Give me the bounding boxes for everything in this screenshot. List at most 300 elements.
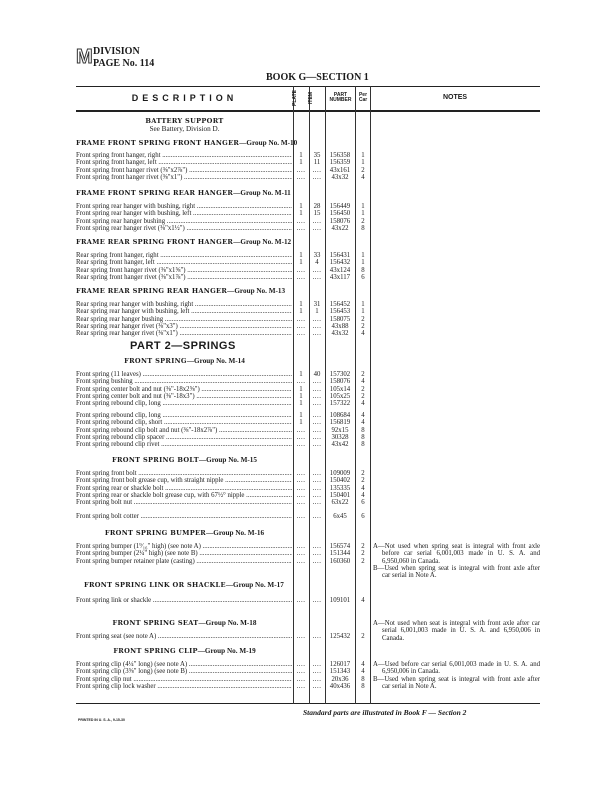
section-heading	[76, 357, 293, 365]
part-description: Front spring rear hanger with bushing, right .....	[76, 203, 292, 210]
plate-cell-empty: ....	[296, 322, 306, 330]
per-car-cell: 1	[361, 203, 365, 210]
division-label: DIVISION	[93, 46, 140, 57]
part-number-column-header: PART NUMBER	[329, 92, 352, 103]
part-description: Front spring front hanger rivet (⅜"x2⅞") .....	[76, 167, 292, 174]
plate-cell-empty: ....	[296, 597, 306, 604]
part-number-cell: 157302	[329, 371, 351, 378]
part-number-cell: 135335	[329, 484, 351, 492]
per-car-cell: 4	[361, 378, 365, 386]
group-number: —Group No. M-17	[225, 581, 284, 589]
part-description: Front spring center bolt and nut (⅜"-18x3") .....	[76, 393, 292, 400]
per-car-cell: 1	[361, 301, 365, 308]
item-cell-empty: ....	[312, 392, 322, 400]
part-number-cell: 156449	[329, 203, 351, 210]
item-column-header: ITEM	[308, 92, 314, 104]
plate-cell: 1	[299, 392, 303, 400]
part-number-cell: 43x161	[329, 166, 351, 174]
plate-cell: 1	[299, 259, 303, 267]
item-cell: 33	[313, 252, 321, 259]
part-number-cell: 156359	[329, 159, 351, 167]
per-car-cell: 1	[361, 308, 365, 316]
plate-cell: 1	[299, 308, 303, 316]
section-heading	[76, 189, 291, 197]
per-car-cell: 6	[361, 499, 365, 507]
group-number: —Group No. M-18	[198, 619, 257, 627]
part-description: Front spring center bolt and nut (⅜"-18x2⅝") .....	[76, 386, 292, 393]
item-cell-empty: ....	[312, 543, 322, 550]
table-row	[76, 152, 370, 159]
table-row	[76, 323, 370, 330]
part-number-cell: 125432	[329, 633, 351, 640]
section-title: BATTERY SUPPORT	[145, 117, 224, 125]
notes-block	[373, 661, 540, 690]
plate-cell-empty: ....	[296, 266, 306, 274]
table-row	[76, 330, 370, 337]
part-number-cell: 151343	[329, 668, 351, 676]
section-heading	[76, 647, 293, 655]
part-description: Front spring rear hanger bushing .....	[76, 218, 292, 225]
table-row	[76, 597, 370, 604]
note-text: B—Used when spring seat is integral with front axle after car serial in Note A.	[373, 564, 540, 580]
part-number-cell: 158075	[329, 315, 351, 323]
item-cell-empty: ....	[312, 682, 322, 690]
item-cell: 35	[313, 152, 321, 159]
part-number-cell: 63x22	[331, 499, 349, 507]
notes-column-header: NOTES	[442, 94, 468, 101]
division-logo: M	[76, 46, 92, 68]
table-row	[76, 633, 370, 640]
item-cell-empty: ....	[312, 166, 322, 174]
note-text: B—Used when spring seat is integral with front axle after car serial in Note A.	[373, 675, 540, 690]
plate-cell-empty: ....	[296, 491, 306, 499]
table-row	[76, 252, 370, 259]
header-top-rule	[76, 86, 540, 87]
per-car-cell: 1	[361, 152, 365, 159]
header-bottom-rule	[76, 110, 540, 112]
table-row	[76, 550, 370, 557]
table-bottom-rule	[76, 703, 540, 704]
group-number: —Group No. M-11	[233, 189, 291, 197]
table-row	[76, 485, 370, 492]
notes-block	[373, 620, 540, 642]
plate-cell-empty: ....	[296, 426, 306, 434]
plate-cell: 1	[299, 152, 303, 159]
section-title: FRONT SPRING LINK OR SHACKLE	[84, 581, 226, 589]
part-description: Rear spring front hanger, right .....	[76, 252, 292, 259]
part-number-cell: 43x42	[331, 441, 349, 449]
part-description: Front spring (11 leaves) .....	[76, 371, 292, 378]
part-number-cell: 157322	[329, 400, 351, 408]
per-car-column-header: Per Car	[358, 92, 368, 103]
part-description: Rear spring front hanger rivet (⅜"x1⅞") .....	[76, 274, 292, 281]
part-number-cell: 92x15	[331, 426, 349, 434]
per-car-cell: 2	[361, 166, 365, 174]
per-car-cell: 2	[361, 392, 365, 400]
part-description: Front spring seat (see note A) .....	[76, 633, 292, 640]
part-description: Front spring front bolt grease cup, with straight nipple .....	[76, 477, 292, 484]
part-description: Rear spring front hanger rivet (⅜"x1⅝") .....	[76, 267, 292, 274]
part-number-cell: 109009	[329, 470, 351, 477]
part-number-cell: 151344	[329, 550, 351, 558]
item-cell: 1	[315, 308, 319, 316]
per-car-cell: 6	[361, 513, 365, 520]
part-description: Front spring front hanger rivet (⅜"x1") .....	[76, 174, 292, 181]
plate-cell: 1	[299, 159, 303, 167]
part-number-cell: 150401	[329, 491, 351, 499]
part-description: Front spring rebound clip bolt and nut (⅜"-18x2⅞") .....	[76, 427, 292, 434]
per-car-cell: 2	[361, 557, 365, 565]
part-description: Front spring bumper retainer plate (casting) .....	[76, 558, 292, 565]
plate-cell-empty: ....	[296, 433, 306, 441]
part-description: Rear spring rear hanger with bushing, left .....	[76, 308, 292, 315]
note-text: A—Not used when seat is integral with front axle after car serial 6,001,003 made in U. S. A. and 6,950,006 in Canada.	[373, 620, 540, 642]
plate-cell: 1	[299, 301, 303, 308]
part-description: Front spring clip lock washer .....	[76, 683, 292, 690]
section-title: FRONT SPRING CLIP	[113, 647, 198, 655]
plate-cell-empty: ....	[296, 675, 306, 683]
part-description: Front spring rear hanger with bushing, left .....	[76, 210, 292, 217]
plate-column-header: PLATE	[292, 89, 298, 107]
item-cell-empty: ....	[312, 557, 322, 565]
per-car-cell: 4	[361, 661, 365, 668]
per-car-cell: 8	[361, 441, 365, 449]
table-row	[76, 167, 370, 174]
item-cell-empty: ....	[312, 491, 322, 499]
item-cell: 28	[313, 203, 321, 210]
part-number-cell: 160360	[329, 557, 351, 565]
part-number-cell: 156431	[329, 252, 351, 259]
per-car-cell: 2	[361, 322, 365, 330]
part-description: Front spring clip (4¼" long) (see note A) .....	[76, 661, 292, 668]
per-car-cell: 2	[361, 470, 365, 477]
per-car-cell: 1	[361, 159, 365, 167]
part-number-cell: 158076	[329, 378, 351, 386]
part-number-cell: 20x36	[331, 675, 349, 683]
item-cell-empty: ....	[312, 273, 322, 281]
per-car-cell: 2	[361, 385, 365, 393]
plate-cell-empty: ....	[296, 484, 306, 492]
item-cell-empty: ....	[312, 477, 322, 485]
table-row	[76, 225, 370, 232]
table-row	[76, 267, 370, 274]
item-cell-empty: ....	[312, 412, 322, 419]
plate-cell-empty: ....	[296, 470, 306, 477]
item-cell-empty: ....	[312, 668, 322, 676]
part-number-cell: 43x32	[331, 173, 349, 181]
part-number-cell: 43x117	[329, 273, 351, 281]
part-description: Front spring clip (3⅝" long) (see note B) .....	[76, 668, 292, 675]
part-description: Front spring rebound clip spacer .....	[76, 434, 292, 441]
group-number: —Group No. M-19	[197, 647, 256, 655]
per-car-cell: 6	[361, 273, 365, 281]
item-cell-empty: ....	[312, 597, 322, 604]
plate-cell-empty: ....	[296, 273, 306, 281]
section-title: FRAME REAR SPRING FRONT HANGER	[76, 238, 234, 246]
part-description: Rear spring rear hanger rivet (⅜"x3") .....	[76, 323, 292, 330]
table-row	[76, 427, 370, 434]
plate-cell-empty: ....	[296, 477, 306, 485]
part-description: Front spring front hanger, right .....	[76, 152, 292, 159]
per-car-cell: 8	[361, 675, 365, 683]
plate-cell-empty: ....	[296, 661, 306, 668]
part-number-cell: 126017	[329, 661, 351, 668]
part-number-cell: 156453	[329, 308, 351, 316]
section-title: FRAME REAR SPRING REAR HANGER	[76, 287, 228, 295]
part-description: Rear spring rear hanger rivet (⅜"x1") .....	[76, 330, 292, 337]
part-description: Front spring link or shackle .....	[76, 597, 292, 604]
plate-cell: 1	[299, 252, 303, 259]
part-description: Front spring bushing .....	[76, 378, 292, 385]
section-subtitle: See Battery, Division D.	[149, 125, 220, 133]
plate-cell-empty: ....	[296, 513, 306, 520]
plate-cell-empty: ....	[296, 224, 306, 232]
part-number-cell: 43x124	[329, 266, 351, 274]
section-heading	[76, 287, 285, 295]
item-cell-empty: ....	[312, 217, 322, 225]
table-row	[76, 434, 370, 441]
section-title: FRONT SPRING SEAT	[112, 619, 199, 627]
item-cell-empty: ....	[312, 224, 322, 232]
plate-cell-empty: ....	[296, 441, 306, 449]
per-car-cell: 2	[361, 550, 365, 558]
table-row	[76, 558, 370, 565]
section-title: FRAME FRONT SPRING REAR HANGER	[76, 189, 234, 197]
section-heading	[76, 238, 291, 246]
table-row	[76, 499, 370, 506]
printed-date: PRINTED IN U. S. A., 9-15-30	[78, 718, 125, 722]
item-cell-empty: ....	[312, 499, 322, 507]
table-row	[76, 470, 370, 477]
plate-cell-empty: ....	[296, 668, 306, 676]
part-number-cell: 105x25	[329, 392, 351, 400]
part-description: Rear spring rear hanger bushing .....	[76, 316, 292, 323]
plate-cell-empty: ....	[296, 173, 306, 181]
part-number-cell: 156574	[329, 543, 351, 550]
part-title: PART 2—SPRINGS	[130, 340, 236, 352]
item-cell-empty: ....	[312, 433, 322, 441]
per-car-cell: 8	[361, 224, 365, 232]
table-row	[76, 676, 370, 683]
part-description: Front spring clip nut .....	[76, 676, 292, 683]
part-number-cell: 43x32	[331, 330, 349, 338]
item-cell-empty: ....	[312, 675, 322, 683]
plate-cell-empty: ....	[296, 315, 306, 323]
per-car-cell: 4	[361, 491, 365, 499]
item-cell-empty: ....	[312, 633, 322, 640]
item-cell: 40	[313, 371, 321, 378]
per-car-cell: 4	[361, 412, 365, 419]
per-car-cell: 8	[361, 266, 365, 274]
per-car-cell: 4	[361, 330, 365, 338]
description-column-header: DESCRIPTION	[131, 93, 238, 103]
table-row	[76, 477, 370, 484]
plate-cell: 1	[299, 371, 303, 378]
plate-cell: 1	[299, 203, 303, 210]
plate-cell-empty: ....	[296, 682, 306, 690]
table-row	[76, 668, 370, 675]
table-row	[76, 412, 370, 419]
item-cell-empty: ....	[312, 513, 322, 520]
table-row	[76, 174, 370, 181]
item-cell-empty: ....	[312, 550, 322, 558]
per-car-cell: 4	[361, 597, 365, 604]
table-row	[76, 513, 370, 520]
plate-cell: 1	[299, 412, 303, 419]
plate-cell: 1	[299, 385, 303, 393]
item-cell-empty: ....	[312, 441, 322, 449]
section-title: FRONT SPRING	[124, 357, 187, 365]
section-title: FRONT SPRING BOLT	[112, 456, 199, 464]
section-heading	[76, 139, 297, 147]
item-cell: 31	[313, 301, 321, 308]
per-car-cell: 8	[361, 426, 365, 434]
group-number: —Group No. M-15	[198, 456, 257, 464]
plate-cell-empty: ....	[296, 499, 306, 507]
table-row	[76, 393, 370, 400]
part-number-cell: 108684	[329, 412, 351, 419]
section-heading	[84, 581, 284, 589]
item-cell-empty: ....	[312, 173, 322, 181]
book-section: BOOK G—SECTION 1	[266, 72, 369, 83]
table-row	[76, 371, 370, 378]
note-text: A—Not used when spring seat is integral with front axle before car serial 6,001,003 made in U. S. A. and 6,950,060 in Canada.	[373, 543, 540, 565]
table-row	[76, 661, 370, 668]
table-row	[76, 683, 370, 690]
plate-cell-empty: ....	[296, 378, 306, 386]
table-row	[76, 400, 370, 407]
per-car-cell: 8	[361, 682, 365, 690]
part-description: Front spring rear hanger rivet (⅜"x1½") .....	[76, 225, 292, 232]
note-text: A—Used before car serial 6,001,003 made in U. S. A. and 6,950,006 in Canada.	[373, 661, 540, 676]
table-row	[76, 203, 370, 210]
section-title: FRAME FRONT SPRING FRONT HANGER	[76, 139, 240, 147]
part-number-cell: 30328	[331, 433, 349, 441]
part-number-cell: 156358	[329, 152, 351, 159]
table-row	[76, 274, 370, 281]
item-cell-empty: ....	[312, 266, 322, 274]
group-number: —Group No. M-14	[186, 357, 245, 365]
per-car-cell: 1	[361, 252, 365, 259]
plate-cell-empty: ....	[296, 543, 306, 550]
part-number-cell: 43x88	[331, 322, 349, 330]
part-number-cell: 6x45	[333, 513, 347, 520]
standard-parts-footer: Standard parts are illustrated in Book F — Section 2	[303, 708, 467, 717]
notes-block	[373, 543, 540, 579]
per-car-cell: 4	[361, 400, 365, 408]
group-number: —Group No. M-10	[239, 139, 298, 147]
per-car-cell: 2	[361, 477, 365, 485]
item-cell-empty: ....	[312, 385, 322, 393]
plate-cell: 1	[299, 210, 303, 218]
per-car-cell: 1	[361, 259, 365, 267]
per-car-cell: 4	[361, 484, 365, 492]
section-heading	[76, 619, 293, 627]
column-divider	[370, 86, 371, 704]
part-description: Front spring bumper (1⁹⁄₁₆" high) (see note A) .....	[76, 543, 292, 550]
part-description: Front spring rebound clip, short .....	[76, 419, 292, 426]
item-cell-empty: ....	[312, 330, 322, 338]
item-cell-empty: ....	[312, 426, 322, 434]
plate-cell-empty: ....	[296, 166, 306, 174]
per-car-cell: 4	[361, 173, 365, 181]
table-row	[76, 301, 370, 308]
item-cell-empty: ....	[312, 378, 322, 386]
part-description: Front spring front hanger, left .....	[76, 159, 292, 166]
plate-cell-empty: ....	[296, 633, 306, 640]
per-car-cell: 2	[361, 543, 365, 550]
part-description: Front spring rear or shackle bolt .....	[76, 485, 292, 492]
part-description: Front spring front bolt .....	[76, 470, 292, 477]
section-heading	[76, 456, 293, 464]
plate-cell-empty: ....	[296, 330, 306, 338]
table-row	[76, 378, 370, 385]
group-number: —Group No. M-12	[233, 238, 292, 246]
per-car-cell: 2	[361, 633, 365, 640]
table-row	[76, 316, 370, 323]
part-description: Front spring rear or shackle bolt grease cup, with 67½° nipple .....	[76, 492, 292, 499]
part-number-cell: 40x436	[329, 682, 351, 690]
part-description: Front spring rebound clip rivet .....	[76, 441, 292, 448]
table-row	[76, 386, 370, 393]
section-heading	[76, 117, 293, 133]
item-cell-empty: ....	[312, 322, 322, 330]
table-row	[76, 259, 370, 266]
item-cell-empty: ....	[312, 419, 322, 427]
table-row	[76, 218, 370, 225]
item-cell-empty: ....	[312, 315, 322, 323]
item-cell-empty: ....	[312, 470, 322, 477]
group-number: —Group No. M-13	[227, 287, 286, 295]
plate-cell-empty: ....	[296, 550, 306, 558]
part-number-cell: 109101	[329, 597, 351, 604]
per-car-cell: 2	[361, 217, 365, 225]
part-description: Rear spring rear hanger with bushing, right .....	[76, 301, 292, 308]
item-cell-empty: ....	[312, 400, 322, 408]
table-row	[76, 308, 370, 315]
table-row	[76, 492, 370, 499]
page-number: PAGE No. 114	[93, 58, 155, 69]
part-number-cell: 43x22	[331, 224, 349, 232]
item-cell-empty: ....	[312, 484, 322, 492]
part-number-cell: 105x14	[329, 385, 351, 393]
part-number-cell: 158076	[329, 217, 351, 225]
item-cell-empty: ....	[312, 661, 322, 668]
item-cell: 11	[313, 159, 321, 167]
per-car-cell: 4	[361, 668, 365, 676]
item-cell: 4	[315, 259, 319, 267]
plate-cell-empty: ....	[296, 557, 306, 565]
plate-cell-empty: ....	[296, 217, 306, 225]
part-description: Front spring bumper (2¼" high) (see note B) .....	[76, 550, 292, 557]
table-row	[76, 159, 370, 166]
per-car-cell: 4	[361, 419, 365, 427]
per-car-cell: 1	[361, 210, 365, 218]
part-description: Rear spring front hanger, left .....	[76, 259, 292, 266]
part-number-cell: 156452	[329, 301, 351, 308]
part-description: Front spring bolt nut .....	[76, 499, 292, 506]
table-row	[76, 210, 370, 217]
per-car-cell: 8	[361, 433, 365, 441]
part-description: Front spring rebound clip, long .....	[76, 412, 292, 419]
item-cell: 15	[313, 210, 321, 218]
section-heading	[76, 529, 293, 537]
part-number-cell: 156450	[329, 210, 351, 218]
section-title: FRONT SPRING BUMPER	[104, 529, 207, 537]
part-description: Front spring rebound clip, long .....	[76, 400, 292, 407]
table-row	[76, 419, 370, 426]
part-number-cell: 156432	[329, 259, 351, 267]
